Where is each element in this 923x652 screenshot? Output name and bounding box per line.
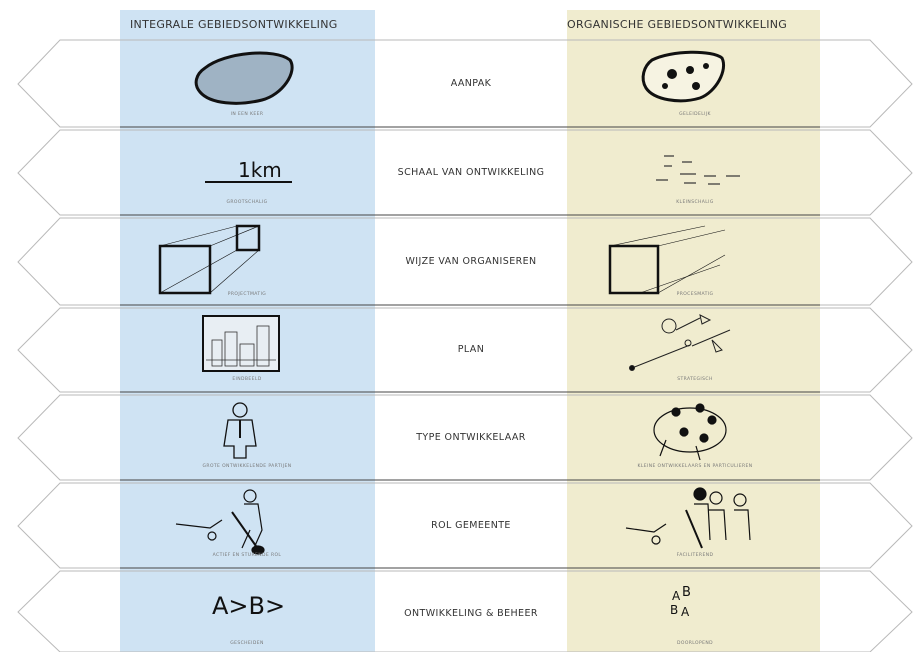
caption-right-1: GELEIDELIJK (679, 112, 711, 117)
small-scale-icon (656, 156, 740, 184)
blob-icon (196, 53, 292, 103)
facilitating-group-icon (626, 488, 750, 548)
caption-left-2: GROOTSCHALIG (226, 200, 268, 205)
caption-left-6: ACTIEF EN STURENDE ROL (212, 553, 282, 558)
svg-text:B: B (682, 585, 691, 600)
row-label-aanpak: AANPAK (450, 78, 492, 89)
process-box-icon (610, 226, 725, 293)
spotted-blob-icon (643, 52, 723, 101)
svg-text:B: B (670, 603, 679, 617)
row-label-beheer: ONTWIKKELING & BEHEER (404, 608, 538, 619)
svg-text:A: A (681, 605, 690, 619)
ab-label: A>B> (212, 592, 286, 620)
caption-right-4: STRATEGISCH (677, 377, 713, 382)
caption-left-5: GROTE ONTWIKKELENDE PARTIJEN (202, 464, 292, 469)
row-label-organiseren: WIJZE VAN ORGANISEREN (405, 256, 537, 267)
developer-person-icon (224, 403, 256, 458)
caption-left-4: EINDBEELD (232, 377, 262, 382)
jumbled-letters-icon (670, 585, 691, 619)
caption-right-5: KLEINE ONTWIKKELAARS EN PARTICULIEREN (637, 464, 753, 469)
people-group-icon (654, 404, 726, 460)
active-worker-icon (176, 490, 264, 554)
plan-image-icon (203, 316, 279, 371)
caption-right-3: PROCESMATIG (676, 292, 714, 297)
caption-left-1: IN EEN KEER (230, 112, 264, 117)
strategy-sketch-icon (630, 315, 731, 371)
project-boxes-icon (160, 226, 259, 293)
row-label-schaal: SCHAAL VAN ONTWIKKELING (397, 167, 545, 178)
row-label-ontwikkelaar: TYPE ONTWIKKELAAR (416, 432, 526, 443)
svg-text:A: A (672, 589, 681, 603)
scale-label: 1km (238, 158, 282, 182)
caption-right-6: FACILITEREND (676, 553, 714, 558)
header-organische: ORGANISCHE GEBIEDSONTWIKKELING (567, 18, 788, 31)
caption-left-3: PROJECTMATIG (227, 292, 267, 297)
header-integrale: INTEGRALE GEBIEDSONTWIKKELING (130, 18, 338, 31)
caption-right-2: KLEINSCHALIG (676, 200, 714, 205)
row-label-plan: PLAN (457, 344, 485, 355)
caption-left-7: GESCHEIDEN (230, 641, 264, 646)
row-label-gemeente: ROL GEMEENTE (431, 520, 511, 531)
caption-right-7: DOORLOPEND (677, 641, 713, 646)
